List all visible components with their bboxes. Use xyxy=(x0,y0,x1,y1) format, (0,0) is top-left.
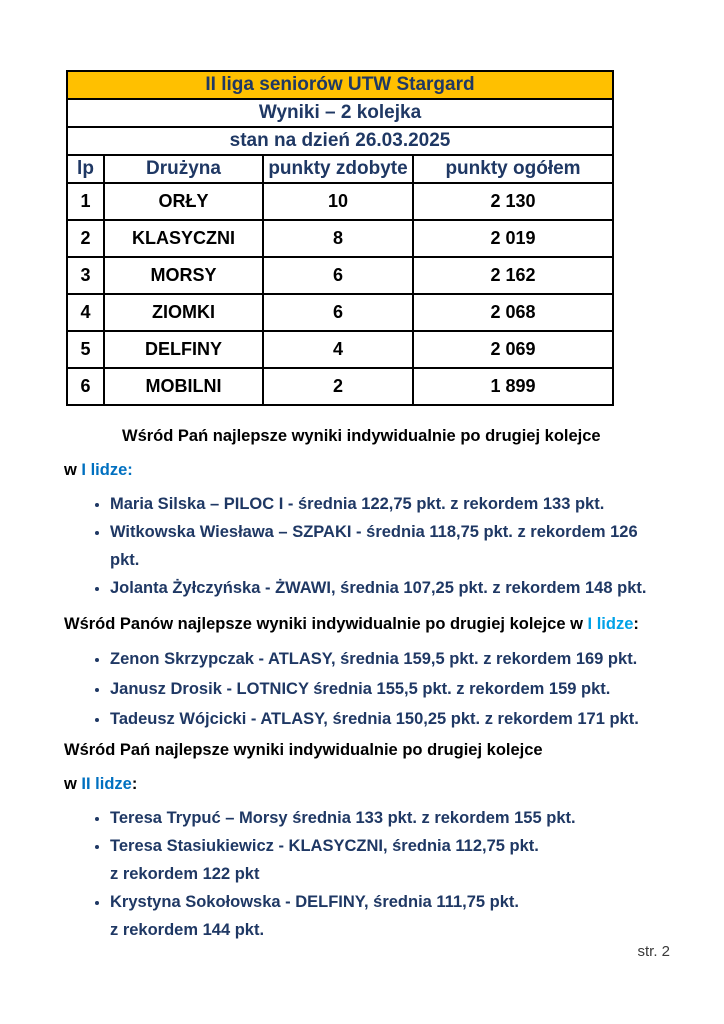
cell-points: 6 xyxy=(263,257,413,294)
table-title: II liga seniorów UTW Stargard xyxy=(67,71,613,99)
cell-total: 2 069 xyxy=(413,331,613,368)
results-sections xyxy=(64,418,689,944)
table-row xyxy=(67,220,613,257)
heading-colon: : xyxy=(633,615,639,633)
result-line: • Teresa Trypuć – Morsy średnia 133 pkt. z rekordem 155 pkt. xyxy=(110,809,576,827)
column-header-points: punkty zdobyte xyxy=(263,155,413,183)
cell-points: 2 xyxy=(263,368,413,405)
cell-team: ORŁY xyxy=(104,183,263,220)
table-row xyxy=(67,257,613,294)
league1-subheading xyxy=(64,460,689,480)
list-item xyxy=(110,832,689,888)
result-line: • Teresa Stasiukiewicz - KLASYCZNI, średnia 112,75 pkt. xyxy=(110,837,539,855)
cell-lp: 5 xyxy=(67,331,104,368)
column-header-lp: lp xyxy=(67,155,104,183)
table-row xyxy=(67,331,613,368)
league1-inline-label: I lidze xyxy=(587,615,634,633)
league-colon: : xyxy=(131,775,138,793)
table-subtitle-row xyxy=(67,99,613,127)
result-line: pkt. xyxy=(110,551,140,569)
list-item xyxy=(110,804,689,832)
result-line: • Jolanta Żyłczyńska - ŻWAWI, średnia 107,25 pkt. z rekordem 148 pkt. xyxy=(110,579,647,597)
result-line: • Krystyna Sokołowska - DELFINY, średnia 111,75 pkt. xyxy=(110,893,519,911)
column-header-total: punkty ogółem xyxy=(413,155,613,183)
cell-team: ZIOMKI xyxy=(104,294,263,331)
page-number: str. 2 xyxy=(637,943,670,960)
cell-team: MORSY xyxy=(104,257,263,294)
result-line: • Tadeusz Wójcicki - ATLASY, średnia 150,25 pkt. z rekordem 171 pkt. xyxy=(110,710,639,728)
table-header-row xyxy=(67,155,613,183)
cell-team: DELFINY xyxy=(104,331,263,368)
league2-subheading xyxy=(64,774,689,794)
list-item xyxy=(110,644,689,674)
cell-lp: 6 xyxy=(67,368,104,405)
cell-total: 2 019 xyxy=(413,220,613,257)
table-row xyxy=(67,183,613,220)
table-subtitle: Wyniki – 2 kolejka xyxy=(67,99,613,127)
league2-label: II lidze xyxy=(81,775,132,793)
league-prefix: w xyxy=(64,775,82,793)
cell-total: 2 130 xyxy=(413,183,613,220)
result-line: • Zenon Skrzypczak - ATLASY, średnia 159,5 pkt. z rekordem 169 pkt. xyxy=(110,650,638,668)
league-table-container xyxy=(66,70,614,406)
heading-text: Wśród Panów najlepsze wyniki indywidualnie po drugiej kolejce w xyxy=(64,615,588,633)
list-item xyxy=(110,574,689,602)
cell-lp: 4 xyxy=(67,294,104,331)
table-date-row xyxy=(67,127,613,155)
cell-lp: 1 xyxy=(67,183,104,220)
league-prefix: w xyxy=(64,461,82,479)
table-row xyxy=(67,368,613,405)
cell-lp: 3 xyxy=(67,257,104,294)
column-header-team: Drużyna xyxy=(104,155,263,183)
cell-points: 6 xyxy=(263,294,413,331)
cell-total: 2 068 xyxy=(413,294,613,331)
list-item xyxy=(110,490,689,518)
cell-points: 8 xyxy=(263,220,413,257)
result-line: • Witkowska Wiesława – SZPAKI - średnia 118,75 pkt. z rekordem 126 xyxy=(110,523,638,541)
result-line: z rekordem 122 pkt xyxy=(110,865,260,883)
result-line: z rekordem 144 pkt. xyxy=(110,921,265,939)
league-table xyxy=(66,70,614,406)
cell-team: MOBILNI xyxy=(104,368,263,405)
cell-points: 4 xyxy=(263,331,413,368)
list-item xyxy=(110,518,689,574)
result-line: • Janusz Drosik - LOTNICY średnia 155,5 pkt. z rekordem 159 pkt. xyxy=(110,680,611,698)
list-item xyxy=(110,888,689,944)
list-item xyxy=(110,704,689,734)
table-date: stan na dzień 26.03.2025 xyxy=(67,127,613,155)
section-heading-men-league1 xyxy=(64,614,689,634)
cell-lp: 2 xyxy=(67,220,104,257)
result-line: • Maria Silska – PILOC I - średnia 122,75 pkt. z rekordem 133 pkt. xyxy=(110,495,605,513)
men-league1-list xyxy=(64,644,689,734)
women-league1-list xyxy=(64,490,689,602)
table-row xyxy=(67,294,613,331)
section-heading-women-league1: Wśród Pań najlepsze wyniki indywidualnie po drugiej kolejce xyxy=(122,427,601,445)
section-heading-women-league2: Wśród Pań najlepsze wyniki indywidualnie po drugiej kolejce xyxy=(64,741,543,759)
list-item xyxy=(110,674,689,704)
table-title-row xyxy=(67,71,613,99)
league1-label: I lidze: xyxy=(81,461,133,479)
cell-total: 1 899 xyxy=(413,368,613,405)
cell-points: 10 xyxy=(263,183,413,220)
women-league2-list xyxy=(64,804,689,944)
cell-total: 2 162 xyxy=(413,257,613,294)
cell-team: KLASYCZNI xyxy=(104,220,263,257)
